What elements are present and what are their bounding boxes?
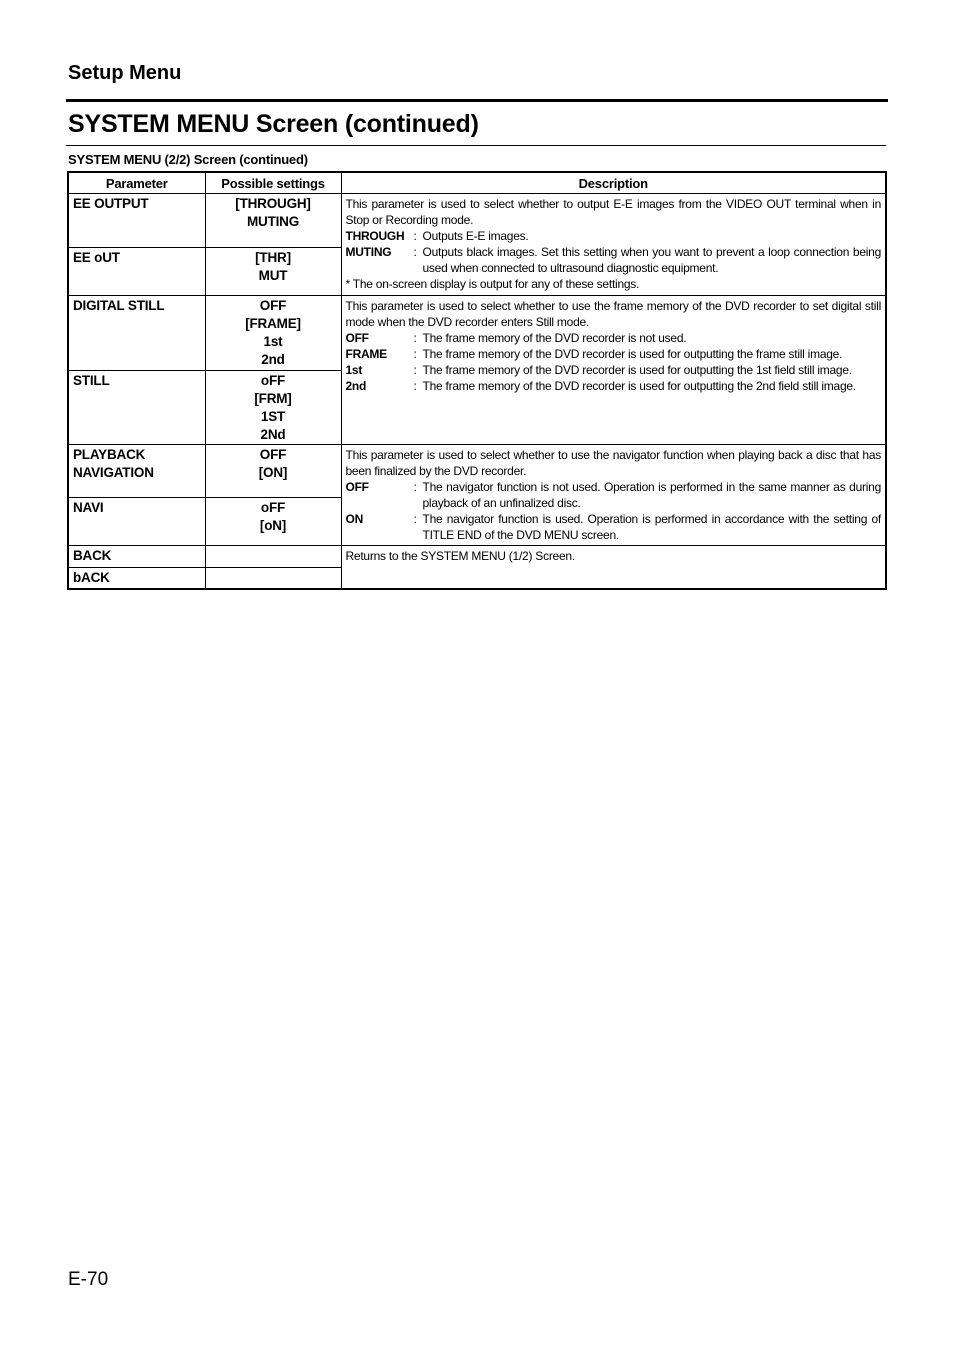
option-definition: [346, 228, 882, 244]
colon: :: [413, 512, 417, 526]
setting-value: 1ST: [260, 409, 286, 424]
settings-table: [67, 171, 887, 590]
option-label: FRAME: [345, 347, 387, 361]
header-description: Description: [341, 172, 886, 194]
option-label: ON: [345, 512, 363, 526]
setting-value: [FRM]: [254, 391, 292, 406]
header-parameter: Parameter: [68, 172, 205, 194]
description-note: * The on-screen display is output for any of these settings.: [345, 277, 640, 291]
setting-value: 2nd: [261, 352, 285, 367]
description: [341, 296, 886, 445]
option-label: OFF: [345, 331, 369, 345]
parameter-name: EE oUT: [68, 248, 205, 296]
colon: :: [413, 331, 417, 345]
option-definition: [346, 362, 882, 378]
option-text: The navigator function is used. Operation is performed in accordance with the setting of TITLE END of the DVD MENU screen.: [422, 512, 881, 542]
option-definition: [346, 511, 882, 543]
possible-settings: [205, 296, 341, 371]
description-intro: This parameter is used to select whether to output E-E images from the VIDEO OUT terminal when in Stop or Recording mode.: [345, 197, 881, 227]
option-text: The frame memory of the DVD recorder is used for outputting the 2nd field still image.: [422, 379, 856, 393]
setting-value: [THR]: [255, 250, 291, 265]
table-caption: SYSTEM MENU (2/2) Screen (continued): [68, 152, 308, 167]
colon: :: [413, 245, 417, 259]
setting-value: MUT: [258, 268, 288, 283]
title-rule: [66, 145, 886, 146]
table-row: [68, 445, 886, 498]
description-intro: This parameter is used to select whether to use the frame memory of the DVD recorder to set digital still mode when the DVD recorder enters Still mode.: [345, 299, 881, 329]
option-label: THROUGH: [345, 229, 405, 243]
table-row: [68, 194, 886, 248]
setting-value: [oN]: [259, 517, 287, 533]
parameter-name: PLAYBACK NAVIGATION: [68, 445, 205, 498]
setting-value: OFF: [259, 298, 287, 313]
description: [341, 546, 886, 590]
possible-settings: [205, 194, 341, 248]
description: [341, 445, 886, 546]
colon: :: [413, 480, 417, 494]
setting-value: OFF: [259, 447, 287, 462]
option-definition: [346, 346, 882, 362]
colon: :: [413, 229, 417, 243]
possible-settings: [205, 445, 341, 498]
setting-value: [ON]: [258, 465, 288, 480]
parameter-name: EE OUTPUT: [68, 194, 205, 248]
page-title: SYSTEM MENU Screen (continued): [68, 110, 479, 138]
description: [341, 194, 886, 296]
section-heading: Setup Menu: [68, 62, 182, 84]
option-label: 1st: [345, 363, 363, 377]
option-text: The frame memory of the DVD recorder is not used.: [422, 331, 687, 345]
option-text: The frame memory of the DVD recorder is used for outputting the frame still image.: [422, 347, 843, 361]
option-text: The navigator function is not used. Operation is performed in the same manner as during playback of an unfinalized disc.: [422, 480, 881, 510]
possible-settings: [205, 568, 341, 590]
possible-settings: [205, 248, 341, 296]
option-definition: [346, 244, 882, 276]
setting-value: MUTING: [246, 214, 300, 229]
parameter-name: DIGITAL STILL: [68, 296, 205, 371]
parameter-name: bACK: [68, 568, 205, 590]
option-label: 2nd: [345, 379, 367, 393]
description-intro: This parameter is used to select whether to use the navigator function when playing back a disc that has been finalized by the DVD recorder.: [345, 448, 881, 478]
colon: :: [413, 347, 417, 361]
option-text: Outputs E-E images.: [422, 229, 529, 243]
setting-value: 1st: [263, 334, 283, 349]
parameter-name: BACK: [68, 546, 205, 568]
table-header-row: [68, 172, 886, 194]
option-label: OFF: [345, 480, 369, 494]
option-text: The frame memory of the DVD recorder is used for outputting the 1st field still image.: [422, 363, 852, 377]
option-definition: [346, 479, 882, 511]
table-row: [68, 546, 886, 568]
setting-value: oFF: [260, 499, 286, 515]
parameter-name: NAVI: [68, 497, 205, 545]
setting-value: 2Nd: [260, 427, 286, 442]
possible-settings: [205, 546, 341, 568]
description-intro: Returns to the SYSTEM MENU (1/2) Screen.: [345, 549, 575, 563]
option-definition: [346, 378, 882, 394]
page-number: E-70: [68, 1269, 109, 1290]
option-definition: [346, 330, 882, 346]
possible-settings: [205, 371, 341, 445]
setting-value: oFF: [260, 373, 286, 388]
parameter-name: STILL: [68, 371, 205, 445]
header-settings: Possible settings: [205, 172, 341, 194]
setting-value: [THROUGH]: [235, 196, 311, 211]
colon: :: [413, 363, 417, 377]
setting-value: [FRAME]: [245, 316, 301, 331]
table-row: [68, 296, 886, 371]
colon: :: [413, 379, 417, 393]
section-rule: [66, 99, 888, 102]
option-text: Outputs black images. Set this setting when you want to prevent a loop connection being used when connected to ultrasound diagnostic equipment.: [422, 245, 881, 275]
option-label: MUTING: [345, 245, 392, 259]
possible-settings: [205, 497, 341, 545]
